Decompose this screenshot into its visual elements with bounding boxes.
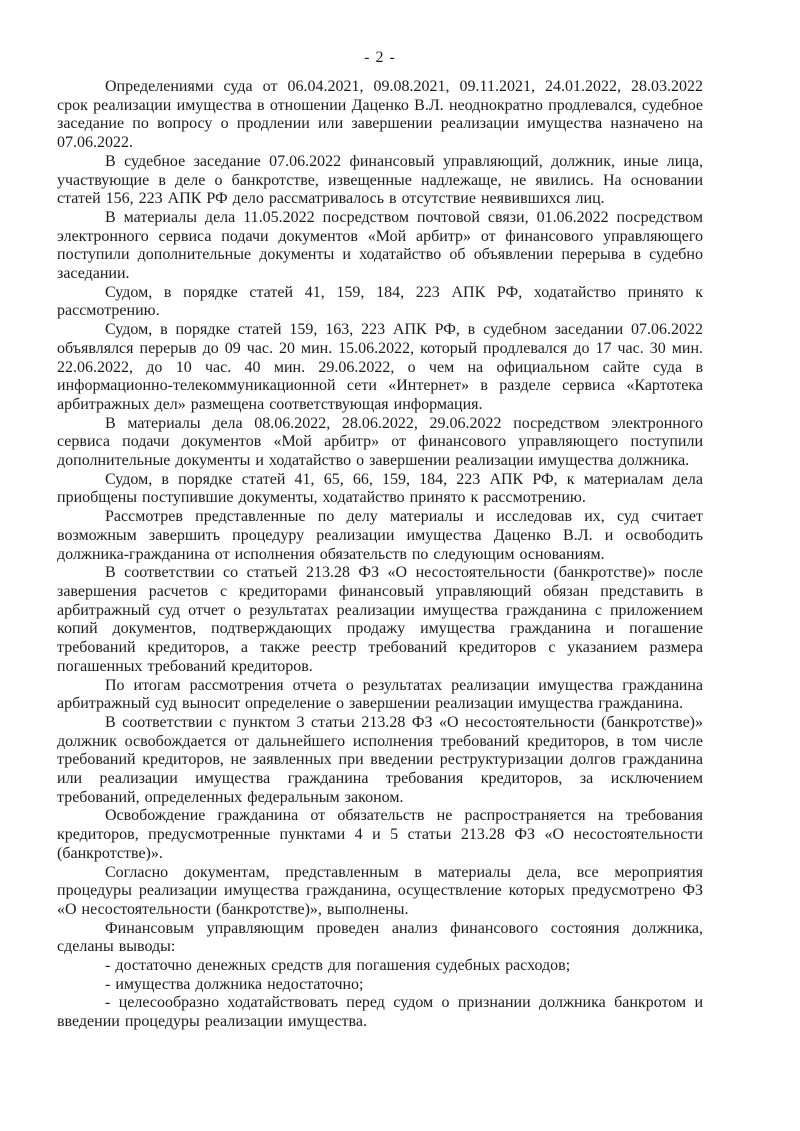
paragraph-article-213-28-p3: В соответствии с пунктом 3 статьи 213.28 ФЗ «О несостоятельности (банкротстве)» должник освобождается от дальнейшего исполнения требований кредиторов, в том числе требований кредиторов, не заявленных при введении реструктуризации долгов гражданина или реализации имущества гражданина требования кредиторов, за исключением требований, определенных федеральным законом. (57, 713, 703, 806)
paragraph-motion-accepted-1: Судом, в порядке статей 41, 159, 184, 223 АПК РФ, ходатайство принято к рассмотрению. (57, 283, 703, 320)
paragraph-ruling-on-completion: По итогам рассмотрения отчета о результатах реализации имущества гражданина арбитражный суд выносит определение о завершении реализации имущества гражданина. (57, 676, 703, 713)
paragraph-procedures-completed: Согласно документам, представленным в материалы дела, все мероприятия процедуры реализации имущества гражданина, осуществление которых предусмотрено ФЗ «О несостоятельности (банкротстве)», выполнены. (57, 863, 703, 918)
list-item-insufficient-property: - имущества должника недостаточно; (105, 975, 364, 993)
paragraph-documents-received-june: В материалы дела 08.06.2022, 28.06.2022, 29.06.2022 посредством электронного сервиса подачи документов «Мой арбитр» от финансового управляющего поступили дополнительные документы и ходатайство о завершении реализации имущества должника. (57, 414, 703, 470)
paragraph-financial-analysis: Финансовым управляющим проведен анализ финансового состояния должника, сделаны выводы: (57, 919, 703, 956)
paragraph-motion-accepted-2: Судом, в порядке статей 41, 65, 66, 159, 184, 223 АПК РФ, к материалам дела приобщены поступившие документы, ходатайство принято к рассмотрению. (57, 470, 703, 507)
paragraph-release-exceptions: Освобождение гражданина от обязательств не распространяется на требования кредиторов, предусмотренные пунктами 4 и 5 статьи 213.28 ФЗ «О несостоятельности (банкротстве)». (57, 807, 703, 862)
paragraph-documents-received-may: В материалы дела 11.05.2022 посредством почтовой связи, 01.06.2022 посредством электронного сервиса подачи документов «Мой арбитр» от финансового управляющего поступили дополнительные документы и ходатайство об объявлении перерыва в судебно заседании. (57, 208, 703, 283)
document-body (57, 78, 703, 1032)
list-item-bankruptcy-petition: - целесообразно ходатайствовать перед судом о признании должника банкротом и введении процедуры реализации имущества. (57, 994, 703, 1031)
paragraph-hearing-absence: В судебное заседание 07.06.2022 финансовый управляющий, должник, иные лица, участвующие в деле о банкротстве, извещенные надлежаще, не явились. На основании статей 156, 223 АПК РФ дело рассматривалось в отсутствие неявившихся лиц. (57, 152, 703, 208)
paragraph-court-rulings-extension: Определениями суда от 06.04.2021, 09.08.2021, 09.11.2021, 24.01.2022, 28.03.2022 срок реализации имущества в отношении Даценко В.Л. неоднократно продлевался, судебное заседание по вопросу о продлении или завершении реализации имущества назначено на 07.06.2022. (57, 78, 703, 152)
paragraph-court-conclusion: Рассмотрев представленные по делу материалы и исследовав их, суд считает возможным завершить процедуру реализации имущества Даценко В.Л. и освободить должника-гражданина от исполнения обязательств по следующим основаниям. (57, 508, 703, 563)
paragraph-hearing-break: Судом, в порядке статей 159, 163, 223 АПК РФ, в судебном заседании 07.06.2022 объявлялся перерыв до 09 час. 20 мин. 15.06.2022, который продлевался до 17 час. 30 мин. 22.06.2022, до 10 час. 40 мин. 29.06.2022, о чем на официальном сайте суда в информационно-телекоммуникационной сети «Интернет» в разделе сервиса «Картотека арбитражных дел» размещена соответствующая информация. (57, 321, 703, 413)
list-item-sufficient-funds: - достаточно денежных средств для погашения судебных расходов; (105, 957, 571, 975)
page-number: - 2 - (364, 49, 396, 66)
paragraph-article-213-28-report: В соответствии со статьей 213.28 ФЗ «О несостоятельности (банкротстве)» после завершения расчетов с кредиторами финансовый управляющий обязан представить в арбитражный суд отчет о результатах реализации имущества гражданина с приложением копий документов, подтверждающих продажу имущества гражданина и погашение требований кредиторов, а также реестр требований кредиторов с указанием размера погашенных требований кредиторов. (57, 564, 703, 675)
